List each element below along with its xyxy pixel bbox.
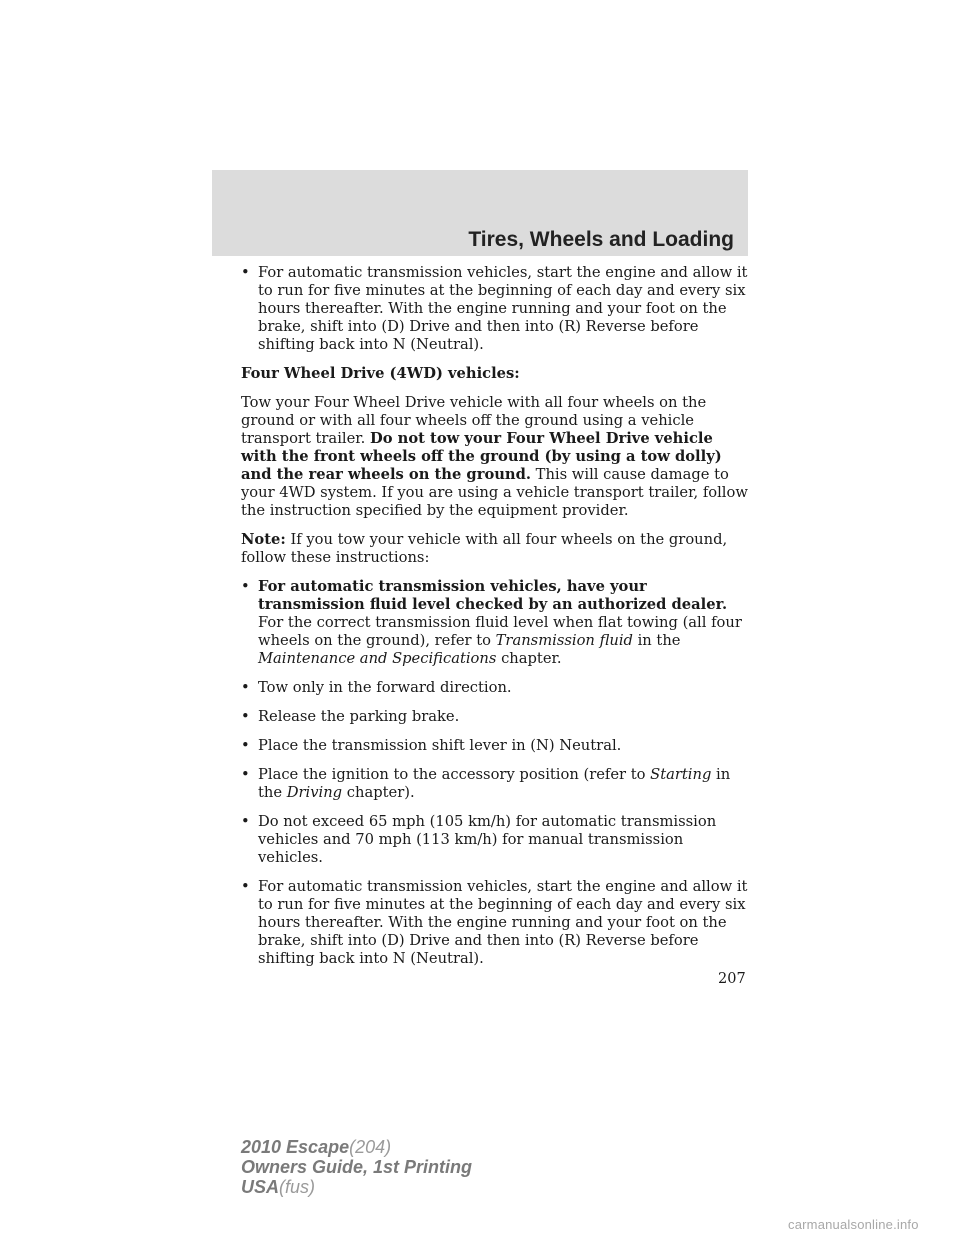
section-header-band (212, 170, 748, 256)
page-number: 207 (718, 971, 746, 987)
bullet-text: For automatic transmission vehicles, start the engine and allow it to run for five minutes at the beginning of each day and every six hours thereafter. With the engine running and your foot on the brake, shift into (D) Drive and then into (R) Reverse before shifting back into N (Neutral). (258, 264, 748, 353)
bullet-text: Tow only in the forward direction. (258, 679, 512, 696)
reference-starting: Starting (650, 766, 712, 783)
bullet-item (241, 264, 749, 354)
note-label: Note: (241, 531, 286, 548)
reference-transmission-fluid: Transmission fluid (495, 632, 633, 649)
bullet-icon: • (241, 737, 250, 754)
paragraph-text: Tow your Four Wheel Drive vehicle with all four wheels on the ground or with all four wheels off the ground using a vehicle transport trailer. (241, 394, 707, 447)
paragraph-4wd-towing (241, 394, 749, 520)
note-paragraph (241, 531, 749, 567)
bullet-icon: • (241, 708, 250, 725)
bullet-text-part: chapter). (342, 784, 415, 801)
reference-maintenance-chapter: Maintenance and Specifications (258, 650, 497, 667)
bullet-item (241, 766, 749, 802)
bullet-text-part: chapter. (496, 650, 562, 667)
footer-model-code: (204) (349, 1137, 392, 1157)
bullet-item (241, 737, 749, 755)
bullet-text: Place the transmission shift lever in (N) Neutral. (258, 737, 622, 754)
bullet-item (241, 878, 749, 968)
bullet-item (241, 578, 749, 668)
footer-model: 2010 Escape (241, 1137, 350, 1157)
subheading-text: Four Wheel Drive (4WD) vehicles: (241, 365, 520, 382)
bullet-item (241, 708, 749, 726)
bullet-text (258, 766, 730, 801)
bullet-bold-text: For automatic transmission vehicles, have your transmission fluid level checked by an authorized dealer. (258, 578, 728, 613)
bullet-icon: • (241, 679, 250, 696)
footer-line-region (241, 1177, 472, 1197)
reference-driving-chapter: Driving (286, 784, 343, 801)
bullet-text-part: in the (632, 632, 681, 649)
bullet-text: Release the parking brake. (258, 708, 460, 725)
paragraph-text: This will cause damage to your 4WD system. If you are using a vehicle transport trailer, follow the instruction specified by the equipment provider. (241, 466, 748, 519)
bullet-icon: • (241, 878, 250, 895)
footer-region: USA (241, 1177, 280, 1197)
bullet-text-part: in the (258, 766, 731, 801)
footer-region-code: (fus) (279, 1177, 316, 1197)
bullet-item (241, 679, 749, 697)
footer-line-model (241, 1137, 472, 1157)
footer-line-guide: Owners Guide, 1st Printing (241, 1157, 473, 1177)
bullet-text: For automatic transmission vehicles, start the engine and allow it to run for five minutes at the beginning of each day and every six hours thereafter. With the engine running and your foot on the brake, shift into (D) Drive and then into (R) Reverse before shifting back into N (Neutral). (258, 878, 748, 967)
bullet-text: Do not exceed 65 mph (105 km/h) for automatic transmission vehicles and 70 mph (113 km/h) for manual transmission vehicles. (258, 813, 717, 866)
subheading-4wd (241, 365, 749, 383)
watermark: carmanualsonline.info (788, 1217, 919, 1232)
paragraph-warning: Do not tow your Four Wheel Drive vehicle with the front wheels off the ground (by using a tow dolly) and the rear wheels on the ground. (241, 430, 722, 483)
bullet-icon: • (241, 813, 250, 830)
note-text: If you tow your vehicle with all four wheels on the ground, follow these instructions: (241, 531, 728, 566)
page-content (241, 264, 749, 979)
bullet-item (241, 813, 749, 867)
print-footer (241, 1137, 472, 1197)
section-title: Tires, Wheels and Loading (468, 228, 734, 251)
bullet-text-part: Place the ignition to the accessory position (refer to (258, 766, 651, 783)
bullet-icon: • (241, 264, 250, 281)
bullet-icon: • (241, 578, 250, 595)
bullet-text-part: For the correct transmission fluid level when flat towing (all four wheels on the ground), refer to (258, 614, 742, 649)
bullet-icon: • (241, 766, 250, 783)
bullet-text (258, 578, 742, 667)
